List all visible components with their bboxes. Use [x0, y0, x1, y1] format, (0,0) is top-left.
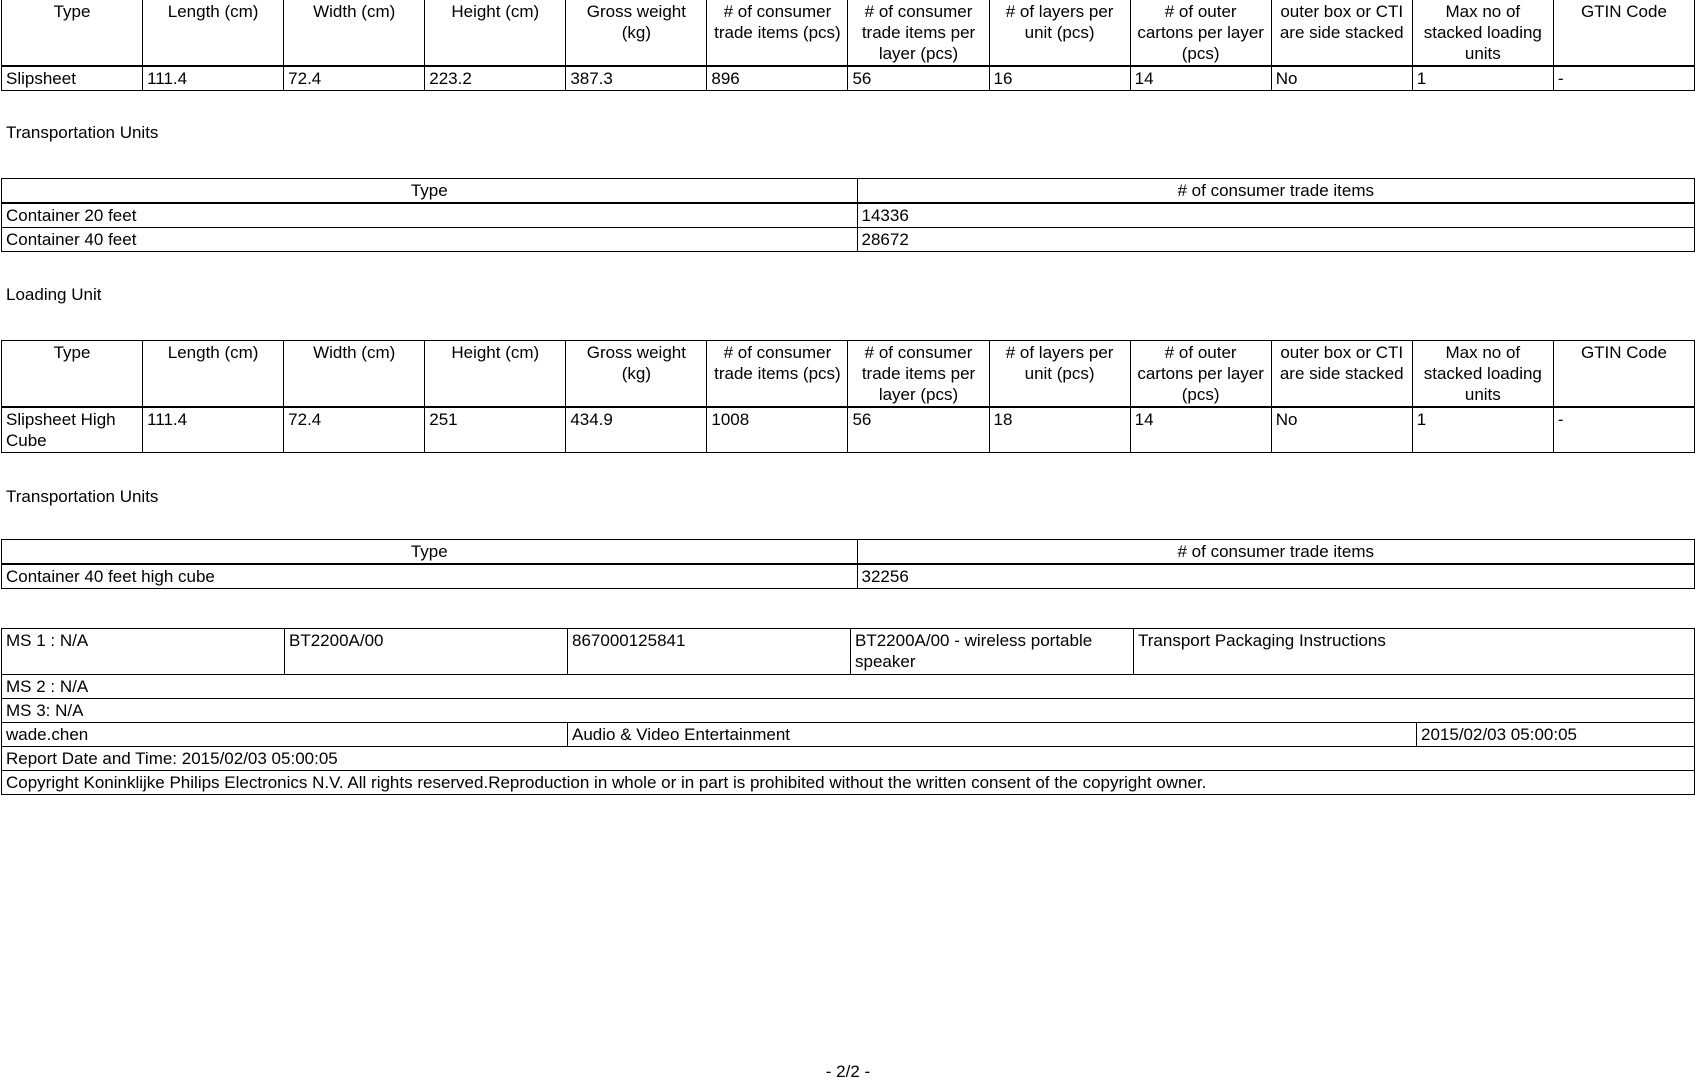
header-layers-per-unit: # of layers per unit (pcs): [989, 341, 1130, 408]
cell-gtin-code: -: [1553, 66, 1694, 91]
document-title: Transport Packaging Instructions: [1134, 629, 1695, 675]
header-outer-cartons-per-layer: # of outer cartons per layer (pcs): [1130, 341, 1271, 408]
footer-row-ms2: [2, 675, 1695, 699]
cell-max-stacked: 1: [1412, 407, 1553, 453]
cell-gross-weight: 434.9: [566, 407, 707, 453]
cell-consumer-trade-items: 28672: [857, 228, 1695, 252]
ms1-value: MS 1 : N/A: [2, 629, 285, 675]
table-row: [2, 203, 1695, 228]
cell-length: 111.4: [143, 66, 284, 91]
header-type: Type: [2, 341, 143, 408]
table-header-row: [2, 179, 1695, 204]
table-row: [2, 407, 1695, 453]
footer-row-ms3: [2, 699, 1695, 723]
cell-outer-cartons-per-layer: 14: [1130, 66, 1271, 91]
ms3-value: MS 3: N/A: [2, 699, 1695, 723]
header-consumer-trade-items: # of consumer trade items (pcs): [707, 0, 848, 66]
cell-layers-per-unit: 18: [989, 407, 1130, 453]
transportation-units-table: [1, 539, 1695, 589]
cell-layers-per-unit: 16: [989, 66, 1130, 91]
header-layers-per-unit: # of layers per unit (pcs): [989, 0, 1130, 66]
ms2-value: MS 2 : N/A: [2, 675, 1695, 699]
copyright-notice: Copyright Koninklijke Philips Electronics N.V. All rights reserved.Reproduction in whole or in part is prohibited without the written consent of the copyright owner.: [2, 771, 1695, 795]
table-row: [2, 564, 1695, 589]
cell-items-per-layer: 56: [848, 407, 989, 453]
header-items-per-layer: # of consumer trade items per layer (pcs): [848, 341, 989, 408]
product-description: BT2200A/00 - wireless portable speaker: [851, 629, 1134, 675]
header-type: Type: [2, 540, 858, 565]
cell-gross-weight: 387.3: [566, 66, 707, 91]
table-row: [2, 228, 1695, 252]
section-title-transportation-units: Transportation Units: [6, 123, 159, 142]
header-max-stacked: Max no of stacked loading units: [1412, 0, 1553, 66]
cell-width: 72.4: [284, 66, 425, 91]
header-side-stacked: outer box or CTI are side stacked: [1271, 341, 1412, 408]
document-footer-table: [1, 628, 1695, 795]
cell-type: Container 20 feet: [2, 203, 858, 228]
header-width: Width (cm): [284, 0, 425, 66]
code-number: 867000125841: [568, 629, 851, 675]
cell-width: 72.4: [284, 407, 425, 453]
header-gtin-code: GTIN Code: [1553, 341, 1694, 408]
business-group: Audio & Video Entertainment: [568, 723, 1417, 747]
cell-max-stacked: 1: [1412, 66, 1553, 91]
header-length: Length (cm): [143, 0, 284, 66]
footer-row-copyright: [2, 771, 1695, 795]
header-type: Type: [2, 0, 143, 66]
loading-unit-table-high-cube: [1, 340, 1695, 453]
cell-outer-cartons-per-layer: 14: [1130, 407, 1271, 453]
cell-height: 251: [425, 407, 566, 453]
cell-type: Slipsheet: [2, 66, 143, 91]
header-items-per-layer: # of consumer trade items per layer (pcs): [848, 0, 989, 66]
header-max-stacked: Max no of stacked loading units: [1412, 341, 1553, 408]
footer-row-product: [2, 629, 1695, 675]
timestamp: 2015/02/03 05:00:05: [1417, 723, 1695, 747]
header-gross-weight: Gross weight (kg): [566, 341, 707, 408]
product-code: BT2200A/00: [285, 629, 568, 675]
header-consumer-trade-items: # of consumer trade items (pcs): [707, 341, 848, 408]
page-number: - 2/2 -: [825, 1062, 871, 1081]
header-outer-cartons-per-layer: # of outer cartons per layer (pcs): [1130, 0, 1271, 66]
header-length: Length (cm): [143, 341, 284, 408]
table-row: [2, 66, 1695, 91]
cell-side-stacked: No: [1271, 407, 1412, 453]
header-side-stacked: outer box or CTI are side stacked: [1271, 0, 1412, 66]
footer-row-report-date: [2, 747, 1695, 771]
table-header-row: [2, 341, 1695, 408]
header-gross-weight: Gross weight (kg): [566, 0, 707, 66]
header-consumer-trade-items: # of consumer trade items: [857, 540, 1695, 565]
transportation-units-table: [1, 178, 1695, 252]
header-height: Height (cm): [425, 341, 566, 408]
header-width: Width (cm): [284, 341, 425, 408]
table-header-row: [2, 540, 1695, 565]
cell-type: Slipsheet High Cube: [2, 407, 143, 453]
header-type: Type: [2, 179, 858, 204]
section-title-loading-unit: Loading Unit: [6, 285, 102, 304]
header-gtin-code: GTIN Code: [1553, 0, 1694, 66]
author: wade.chen: [2, 723, 568, 747]
header-consumer-trade-items: # of consumer trade items: [857, 179, 1695, 204]
cell-side-stacked: No: [1271, 66, 1412, 91]
footer-row-author: [2, 723, 1695, 747]
cell-height: 223.2: [425, 66, 566, 91]
cell-length: 111.4: [143, 407, 284, 453]
cell-consumer-trade-items: 14336: [857, 203, 1695, 228]
cell-type: Container 40 feet high cube: [2, 564, 858, 589]
cell-type: Container 40 feet: [2, 228, 858, 252]
report-date: Report Date and Time: 2015/02/03 05:00:05: [2, 747, 1695, 771]
cell-consumer-trade-items: 1008: [707, 407, 848, 453]
section-title-transportation-units: Transportation Units: [6, 487, 159, 506]
cell-consumer-trade-items: 32256: [857, 564, 1695, 589]
header-height: Height (cm): [425, 0, 566, 66]
table-header-row: [2, 0, 1695, 66]
cell-gtin-code: -: [1553, 407, 1694, 453]
cell-consumer-trade-items: 896: [707, 66, 848, 91]
loading-unit-table-slipsheet: [1, 0, 1695, 91]
cell-items-per-layer: 56: [848, 66, 989, 91]
